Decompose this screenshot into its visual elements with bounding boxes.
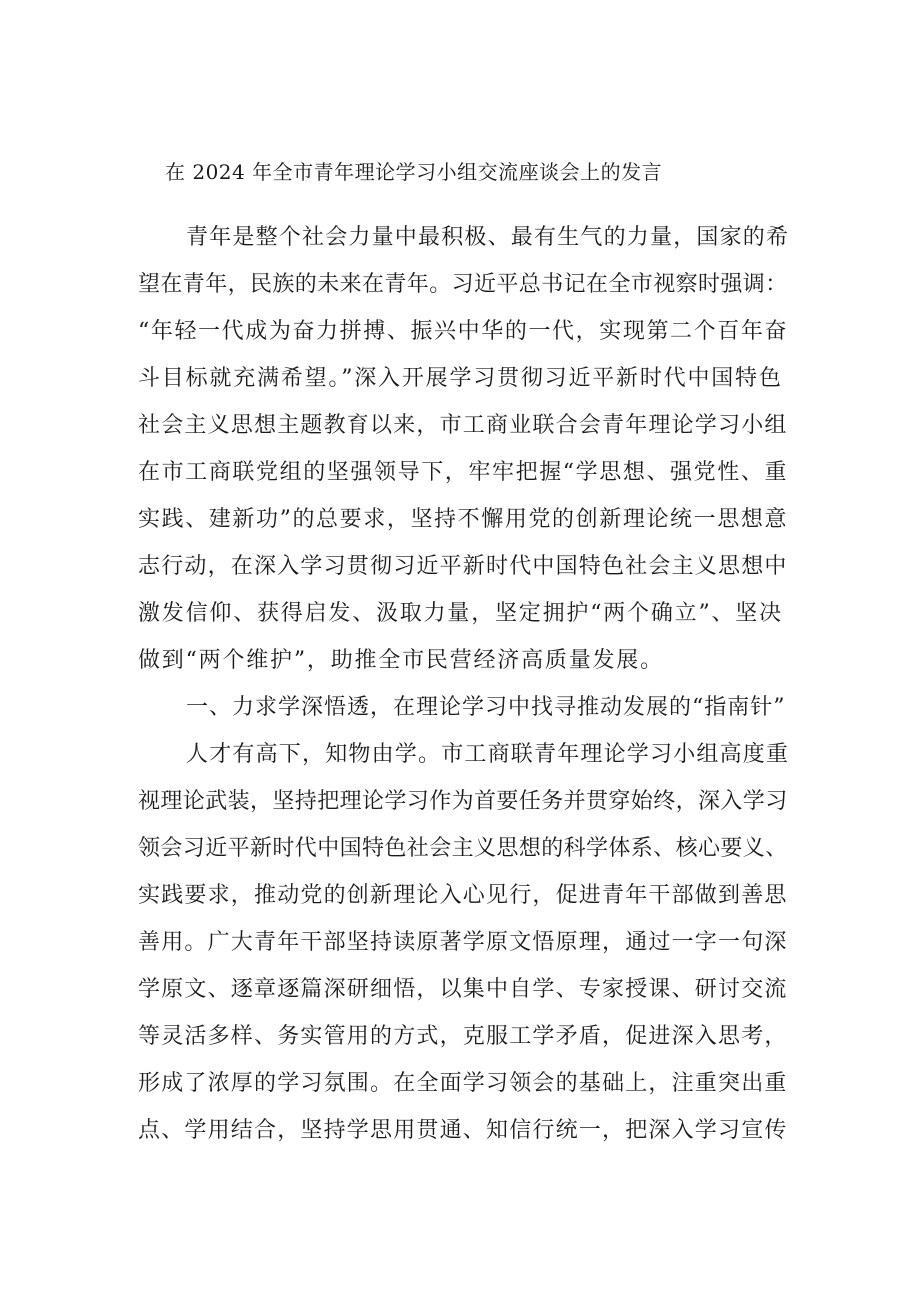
- paragraph-line: 青年是整个社会力量中最积极、最有生气的力量，国家的希: [186, 225, 790, 250]
- paragraph-line: “年轻一代成为奋力拼搏、振兴中华的一代，实现第二个百年奋: [138, 319, 789, 344]
- paragraph-line: 在市工商联党组的坚强领导下，牢牢把握“学思想、强党性、重: [138, 460, 789, 485]
- paragraph-line: 视理论武装，坚持把理论学习作为首要任务并贯穿始终，深入学习: [138, 789, 788, 814]
- paragraph-line: 人才有高下，知物由学。市工商联青年理论学习小组高度重: [186, 742, 790, 767]
- paragraph-line: 善用。广大青年干部坚持读原著学原文悟原理，通过一字一句深: [138, 930, 788, 955]
- paragraph-line: 等灵活多样、务实管用的方式，克服工学矛盾，促进深入思考，: [138, 1024, 788, 1049]
- document-title: 在 2024 年全市青年理论学习小组交流座谈会上的发言: [165, 160, 663, 184]
- section-heading: 一、力求学深悟透，在理论学习中找寻推动发展的“指南针”: [186, 695, 786, 720]
- paragraph-line: 点、学用结合，坚持学思用贯通、知信行统一，把深入学习宣传: [138, 1118, 788, 1143]
- paragraph-line: 形成了浓厚的学习氛围。在全面学习领会的基础上，注重突出重: [138, 1071, 788, 1096]
- paragraph-line: 学原文、逐章逐篇深研细悟，以集中自学、专家授课、研讨交流: [138, 977, 788, 1002]
- paragraph-line: 实践、建新功”的总要求，坚持不懈用党的创新理论统一思想意: [138, 507, 789, 532]
- paragraph-line: 社会主义思想主题教育以来，市工商业联合会青年理论学习小组: [138, 413, 788, 438]
- paragraph-line: 做到“两个维护”，助推全市民营经济高质量发展。: [138, 648, 664, 673]
- paragraph-line: 实践要求，推动党的创新理论入心见行，促进青年干部做到善思: [138, 883, 788, 908]
- paragraph-line: 领会习近平新时代中国特色社会主义思想的科学体系、核心要义、: [138, 836, 788, 861]
- paragraph-line: 斗目标就充满希望。”深入开展学习贯彻习近平新时代中国特色: [138, 366, 783, 391]
- paragraph-line: 志行动，在深入学习贯彻习近平新时代中国特色社会主义思想中: [138, 554, 788, 579]
- paragraph-line: 激发信仰、获得启发、汲取力量，坚定拥护“两个确立”、坚决: [138, 601, 783, 626]
- paragraph-line: 望在青年，民族的未来在青年。习近平总书记在全市视察时强调：: [138, 272, 788, 297]
